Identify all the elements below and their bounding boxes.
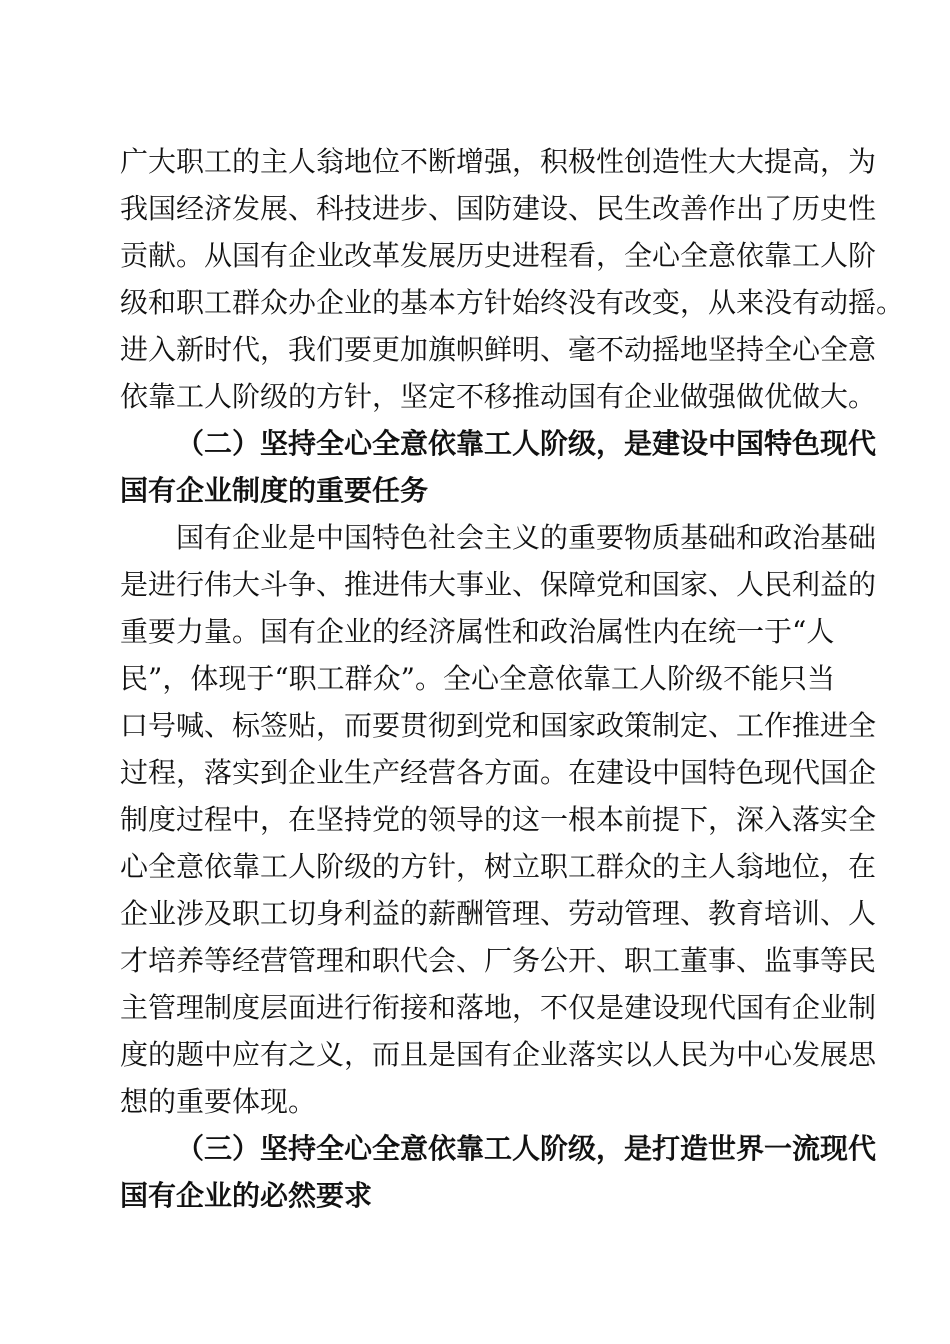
heading-line: 国有企业的必然要求 — [120, 1179, 373, 1212]
text-line: 是进行伟大斗争、推进伟大事业、保障党和国家、人民利益的 — [120, 568, 877, 601]
heading-line: （二）坚持全心全意依靠工人阶级，是建设中国特色现代 — [176, 427, 877, 460]
text-line: 想的重要体现。 — [120, 1085, 317, 1118]
heading-line: （三）坚持全心全意依靠工人阶级，是打造世界一流现代 — [176, 1132, 877, 1165]
text-line: 级和职工群众办企业的基本方针始终没有改变，从来没有动摇。 — [120, 286, 905, 319]
text-line: 广大职工的主人翁地位不断增强，积极性创造性大大提高，为 — [120, 145, 877, 178]
text-line: 企业涉及职工切身利益的薪酬管理、劳动管理、教育培训、人 — [120, 897, 877, 930]
text-line: 过程，落实到企业生产经营各方面。在建设中国特色现代国企 — [120, 756, 877, 789]
text-line: 才培养等经营管理和职代会、厂务公开、职工董事、监事等民 — [120, 944, 877, 977]
text-line: 重要力量。国有企业的经济属性和政治属性内在统一于“人 — [120, 615, 835, 648]
text-line: 心全意依靠工人阶级的方针，树立职工群众的主人翁地位，在 — [120, 850, 877, 883]
text-line: 进入新时代，我们要更加旗帜鲜明、毫不动摇地坚持全心全意 — [120, 333, 877, 366]
text-line: 制度过程中，在坚持党的领导的这一根本前提下，深入落实全 — [120, 803, 877, 836]
text-line: 贡献。从国有企业改革发展历史进程看，全心全意依靠工人阶 — [120, 239, 877, 272]
text-line: 口号喊、标签贴，而要贯彻到党和国家政策制定、工作推进全 — [120, 709, 877, 742]
text-line: 我国经济发展、科技进步、国防建设、民生改善作出了历史性 — [120, 192, 877, 225]
heading-line: 国有企业制度的重要任务 — [120, 474, 429, 507]
text-line: 主管理制度层面进行衔接和落地，不仅是建设现代国有企业制 — [120, 991, 877, 1024]
text-line: 国有企业是中国特色社会主义的重要物质基础和政治基础 — [176, 521, 877, 554]
text-line: 依靠工人阶级的方针，坚定不移推动国有企业做强做优做大。 — [120, 380, 877, 413]
text-line: 度的题中应有之义，而且是国有企业落实以人民为中心发展思 — [120, 1038, 877, 1071]
text-line: 民”，体现于“职工群众”。全心全意依靠工人阶级不能只当 — [120, 662, 835, 695]
